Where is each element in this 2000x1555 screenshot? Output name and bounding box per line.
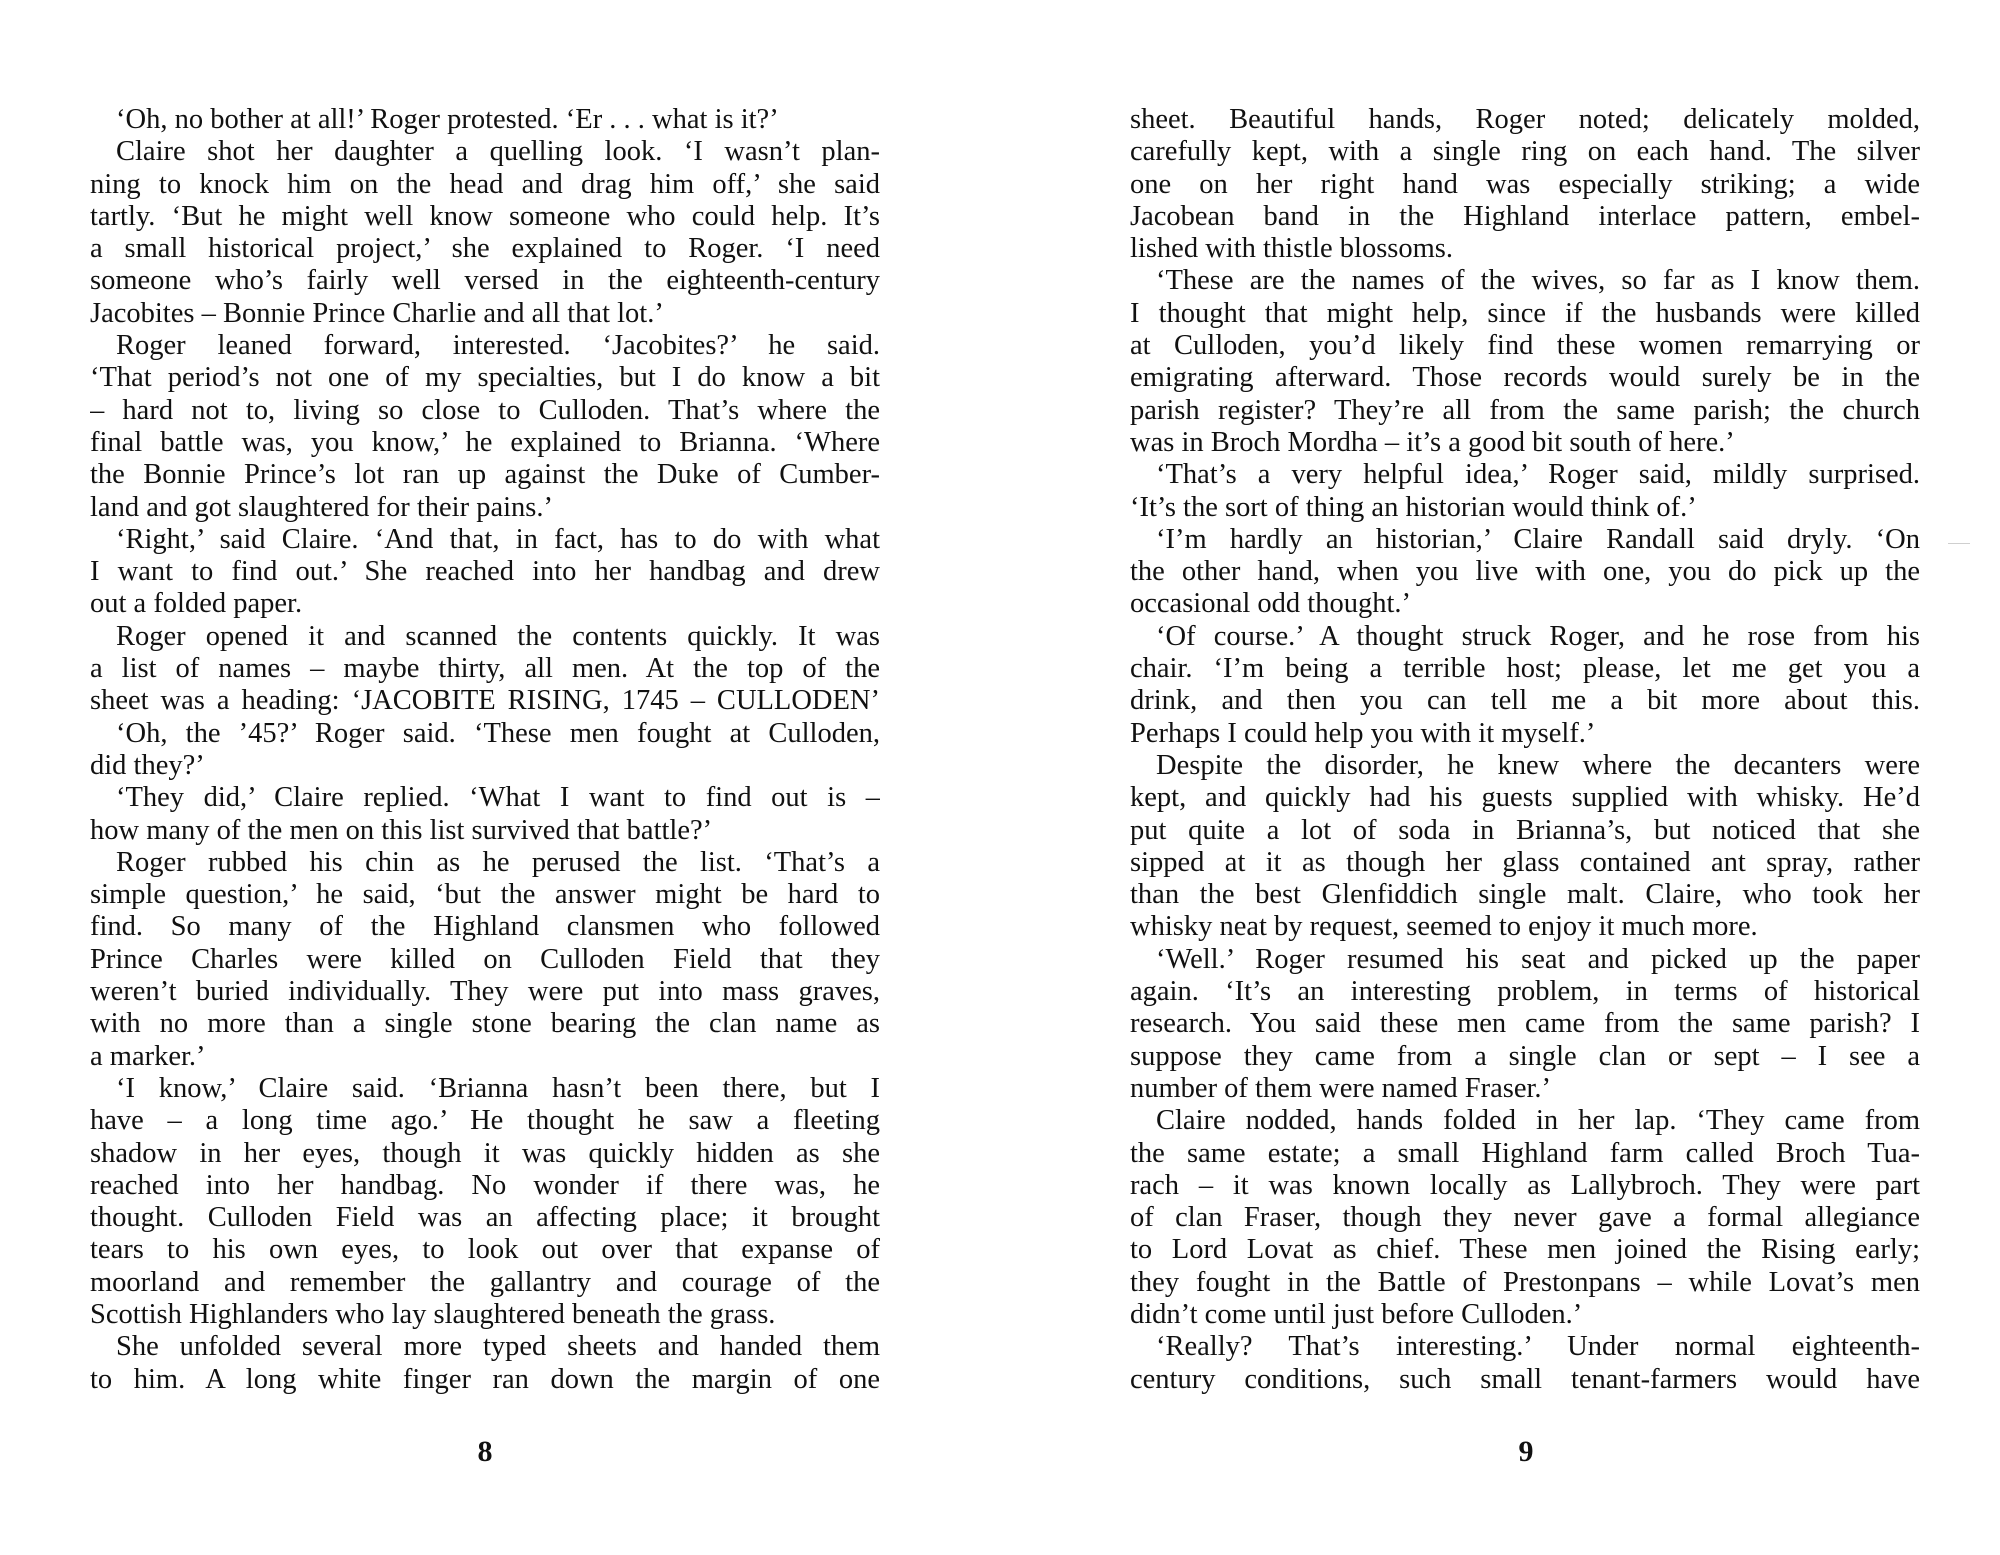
text-line: Prince Charles were killed on Culloden Field that they (90, 943, 880, 975)
text-line: carefully kept, with a single ring on each hand. The silver (1130, 136, 1920, 168)
text-line: She unfolded several more typed sheets and handed them (116, 1331, 880, 1363)
text-line: ‘I know,’ Claire said. ‘Brianna hasn’t been there, but I (116, 1072, 880, 1104)
right-page-text (1130, 104, 1920, 1396)
text-line: emigrating afterward. Those records would surely be in the (1130, 362, 1920, 394)
text-line: Scottish Highlanders who lay slaughtered beneath the grass. (90, 1298, 776, 1330)
text-line: kept, and quickly had his guests supplied with whisky. He’d (1130, 782, 1920, 814)
text-line: Despite the disorder, he knew where the decanters were (1156, 749, 1920, 781)
text-line: sheet was a heading: ‘JACOBITE RISING, 1745 – CULLODEN’ (90, 685, 880, 717)
text-line: reached into her handbag. No wonder if there was, he (90, 1169, 880, 1201)
text-line: with no more than a single stone bearing the clan name as (90, 1008, 880, 1040)
text-line: sipped at it as though her glass contained ant spray, rather (1130, 846, 1920, 878)
text-line: moorland and remember the gallantry and courage of the (90, 1266, 880, 1298)
text-line: Claire nodded, hands folded in her lap. ‘They came from (1156, 1105, 1920, 1137)
text-line: of clan Fraser, though they never gave a formal allegiance (1130, 1202, 1920, 1234)
text-line: ‘Oh, no bother at all!’ Roger protested. ‘Er . . . what is it?’ (116, 104, 779, 135)
text-line: the other hand, when you live with one, you do pick up the (1130, 556, 1920, 588)
text-line: sheet. Beautiful hands, Roger noted; delicately molded, (1130, 104, 1920, 135)
text-line: ‘Really? That’s interesting.’ Under normal eighteenth- (1156, 1331, 1920, 1363)
text-line: suppose they came from a single clan or sept – I see a (1130, 1040, 1920, 1072)
text-line: Jacobites – Bonnie Prince Charlie and all that lot.’ (90, 297, 664, 329)
page-edge-mark (1948, 543, 1970, 544)
text-line: a small historical project,’ she explained to Roger. ‘I need (90, 233, 880, 265)
text-line: ‘Well.’ Roger resumed his seat and picked up the paper (1156, 943, 1920, 975)
left-page-text (90, 104, 880, 1396)
text-line: Roger leaned forward, interested. ‘Jacobites?’ he said. (116, 330, 880, 362)
text-line: tears to his own eyes, to look out over that expanse of (90, 1234, 880, 1266)
text-line: shadow in her eyes, though it was quickly hidden as she (90, 1137, 880, 1169)
text-line: how many of the men on this list survived that battle?’ (90, 814, 713, 846)
page-number-left: 8 (477, 1435, 493, 1468)
text-line: number of them were named Fraser.’ (1130, 1072, 1552, 1104)
text-line: a marker.’ (90, 1040, 206, 1072)
text-line: Roger rubbed his chin as he perused the list. ‘That’s a (116, 846, 880, 878)
text-line: ‘They did,’ Claire replied. ‘What I want to find out is – (116, 782, 880, 814)
text-line: Roger opened it and scanned the contents quickly. It was (116, 620, 880, 652)
text-line: ning to knock him on the head and drag him off,’ she said (90, 168, 880, 200)
text-line: weren’t buried individually. They were put into mass graves, (90, 976, 880, 1008)
text-line: didn’t come until just before Culloden.’ (1130, 1298, 1583, 1330)
text-line: lished with thistle blossoms. (1130, 233, 1454, 265)
text-line: the same estate; a small Highland farm called Broch Tua- (1130, 1137, 1920, 1169)
text-line: ‘I’m hardly an historian,’ Claire Randall said dryly. ‘On (1156, 523, 1920, 555)
text-line: than the best Glenfiddich single malt. Claire, who took her (1130, 879, 1920, 911)
text-line: I want to find out.’ She reached into her handbag and drew (90, 556, 880, 588)
text-line: a list of names – maybe thirty, all men. At the top of the (90, 653, 880, 685)
text-line: occasional odd thought.’ (1130, 588, 1411, 620)
text-line: find. So many of the Highland clansmen who followed (90, 911, 880, 943)
text-line: – hard not to, living so close to Culloden. That’s where the (90, 394, 880, 426)
text-line: ‘Of course.’ A thought struck Roger, and he rose from his (1156, 620, 1920, 652)
text-line: they fought in the Battle of Prestonpans – while Lovat’s men (1130, 1266, 1920, 1298)
text-line: to Lord Lovat as chief. These men joined the Rising early; (1130, 1234, 1920, 1266)
text-line: Perhaps I could help you with it myself.’ (1130, 717, 1596, 749)
text-line: parish register? They’re all from the same parish; the church (1130, 394, 1920, 426)
text-line: final battle was, you know,’ he explained to Brianna. ‘Where (90, 426, 880, 458)
text-line: I thought that might help, since if the husbands were killed (1130, 297, 1920, 329)
text-line: rach – it was known locally as Lallybroch. They were part (1130, 1169, 1920, 1201)
text-line: research. You said these men came from the same parish? I (1130, 1008, 1920, 1040)
text-line: ‘It’s the sort of thing an historian would think of.’ (1130, 491, 1697, 523)
text-line: to him. A long white finger ran down the margin of one (90, 1363, 880, 1395)
text-line: ‘That’s a very helpful idea,’ Roger said, mildly surprised. (1156, 459, 1920, 491)
text-line: the Bonnie Prince’s lot ran up against the Duke of Cumber- (90, 459, 880, 491)
text-line: Jacobean band in the Highland interlace pattern, embel- (1130, 200, 1920, 232)
text-line: drink, and then you can tell me a bit more about this. (1130, 685, 1920, 717)
page-number-right: 9 (1518, 1435, 1534, 1468)
text-line: ‘Right,’ said Claire. ‘And that, in fact, has to do with what (116, 523, 880, 555)
text-line: Claire shot her daughter a quelling look. ‘I wasn’t plan- (116, 136, 880, 168)
text-line: thought. Culloden Field was an affecting place; it brought (90, 1202, 880, 1234)
text-line: whisky neat by request, seemed to enjoy it much more. (1130, 911, 1758, 943)
text-line: put quite a lot of soda in Brianna’s, but noticed that she (1130, 814, 1920, 846)
text-line: at Culloden, you’d likely find these women remarrying or (1130, 330, 1920, 362)
text-line: simple question,’ he said, ‘but the answer might be hard to (90, 879, 880, 911)
text-line: ‘That period’s not one of my specialties, but I do know a bit (90, 362, 880, 394)
text-line: century conditions, such small tenant-farmers would have (1130, 1363, 1920, 1395)
text-line: someone who’s fairly well versed in the eighteenth-century (90, 265, 880, 297)
text-line: chair. ‘I’m being a terrible host; please, let me get you a (1130, 653, 1920, 685)
text-line: was in Broch Mordha – it’s a good bit south of here.’ (1130, 426, 1735, 458)
text-line: have – a long time ago.’ He thought he saw a fleeting (90, 1105, 880, 1137)
text-line: one on her right hand was especially striking; a wide (1130, 168, 1920, 200)
text-line: land and got slaughtered for their pains.’ (90, 491, 553, 523)
text-line: did they?’ (90, 749, 205, 781)
text-line: out a folded paper. (90, 588, 303, 620)
text-line: ‘Oh, the ’45?’ Roger said. ‘These men fought at Culloden, (116, 717, 880, 749)
text-line: again. ‘It’s an interesting problem, in terms of historical (1130, 976, 1920, 1008)
text-line: tartly. ‘But he might well know someone who could help. It’s (90, 200, 880, 232)
text-line: ‘These are the names of the wives, so far as I know them. (1156, 265, 1920, 297)
